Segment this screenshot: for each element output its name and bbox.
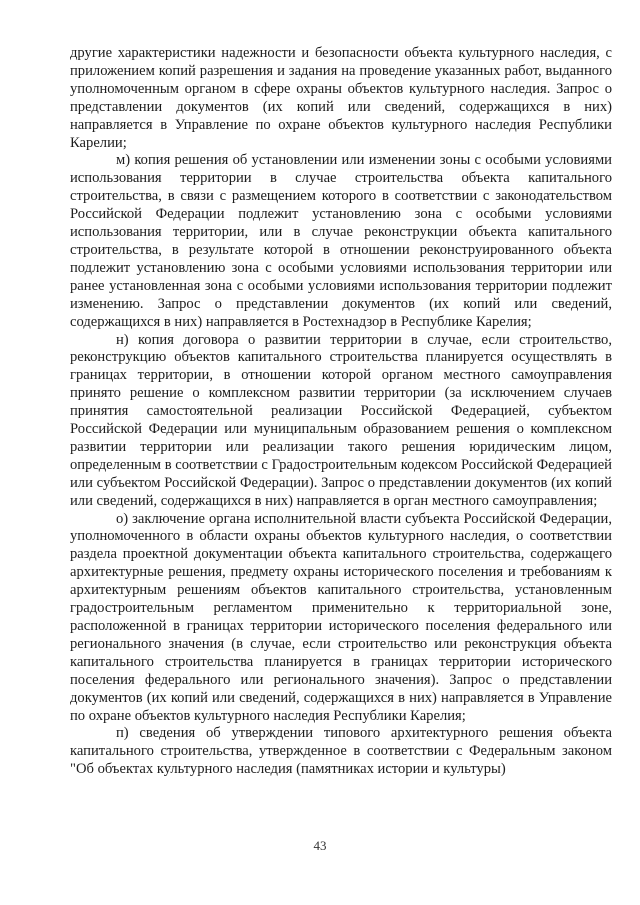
paragraph-item-p: п) сведения об утверждении типового архитектурного решения объекта капитального строительства, утвержденное в соответствии с Федеральным законом "Об объектах культурного наследия (памятниках истории и культуры)	[70, 725, 612, 778]
paragraph-item-n: н) копия договора о развитии территории в случае, если строительство, реконструкцию объектов капитального строительства планируется осуществлять в границах территории, в отношении которой органом местного самоуправления принято решение о комплексном развитии территории (за исключением случаев принятия самостоятельной реализации Российской Федерацией, субъектом Российской Федерации или муниципальным образованием решения о комплексном развитии территории или реализации такого решения юридическим лицом, определенным в соответствии с Градостроительным кодексом Российской Федерацией или субъектом Российской Федерации). Запрос о представлении документов (их копий или сведений, содержащихся в них) направляется в орган местного самоуправления;	[70, 331, 612, 509]
page-number: 43	[313, 838, 327, 853]
paragraph-item-o: о) заключение органа исполнительной власти субъекта Российской Федерации, уполномоченного в области охраны объектов культурного наследия, о соответствии раздела проектной документации объекта капитального строительства, содержащего архитектурные решения, предмету охраны исторического поселения и требованиям к архитектурным решениям объектов капитального строительства, установленным градостроительным регламентом применительно к территориальной зоне, расположенной в границах территории исторического поселения федерального или регионального значения (в случае, если строительство или реконструкция объекта капитального строительства планируется в границах территории исторического поселения федерального или регионального значения). Запрос о представлении документов (их копий или сведений, содержащихся в них) направляется в Управление по охране объектов культурного наследия Республики Карелия;	[70, 510, 612, 724]
body-text	[70, 45, 612, 779]
paragraph-item-m: м) копия решения об установлении или изменении зоны с особыми условиями использования территории в случае строительства объекта капитального строительства, в связи с размещением которого в соответствии с законодательством Российской Федерации подлежит установлению зона с особыми условиями использования территории, или в случае реконструкции объекта капитального строительства, в результате которой в отношении реконструированного объекта подлежит установлению зона с особыми условиями использования территории или ранее установленная зона с особыми условиями использования территории подлежит изменению. Запрос о представлении документов (их копий или сведений, содержащихся в них) направляется в Ростехнадзор в Республике Карелия;	[70, 152, 612, 330]
paragraph-continuation: другие характеристики надежности и безопасности объекта культурного наследия, с приложением копий разрешения и задания на проведение указанных работ, выданного уполномоченным органом в сфере охраны объектов культурного наследия. Запрос о представлении документов (их копий или сведений, содержащихся в них) направляется в Управление по охране объектов культурного наследия Республики Карелии;	[70, 45, 612, 151]
